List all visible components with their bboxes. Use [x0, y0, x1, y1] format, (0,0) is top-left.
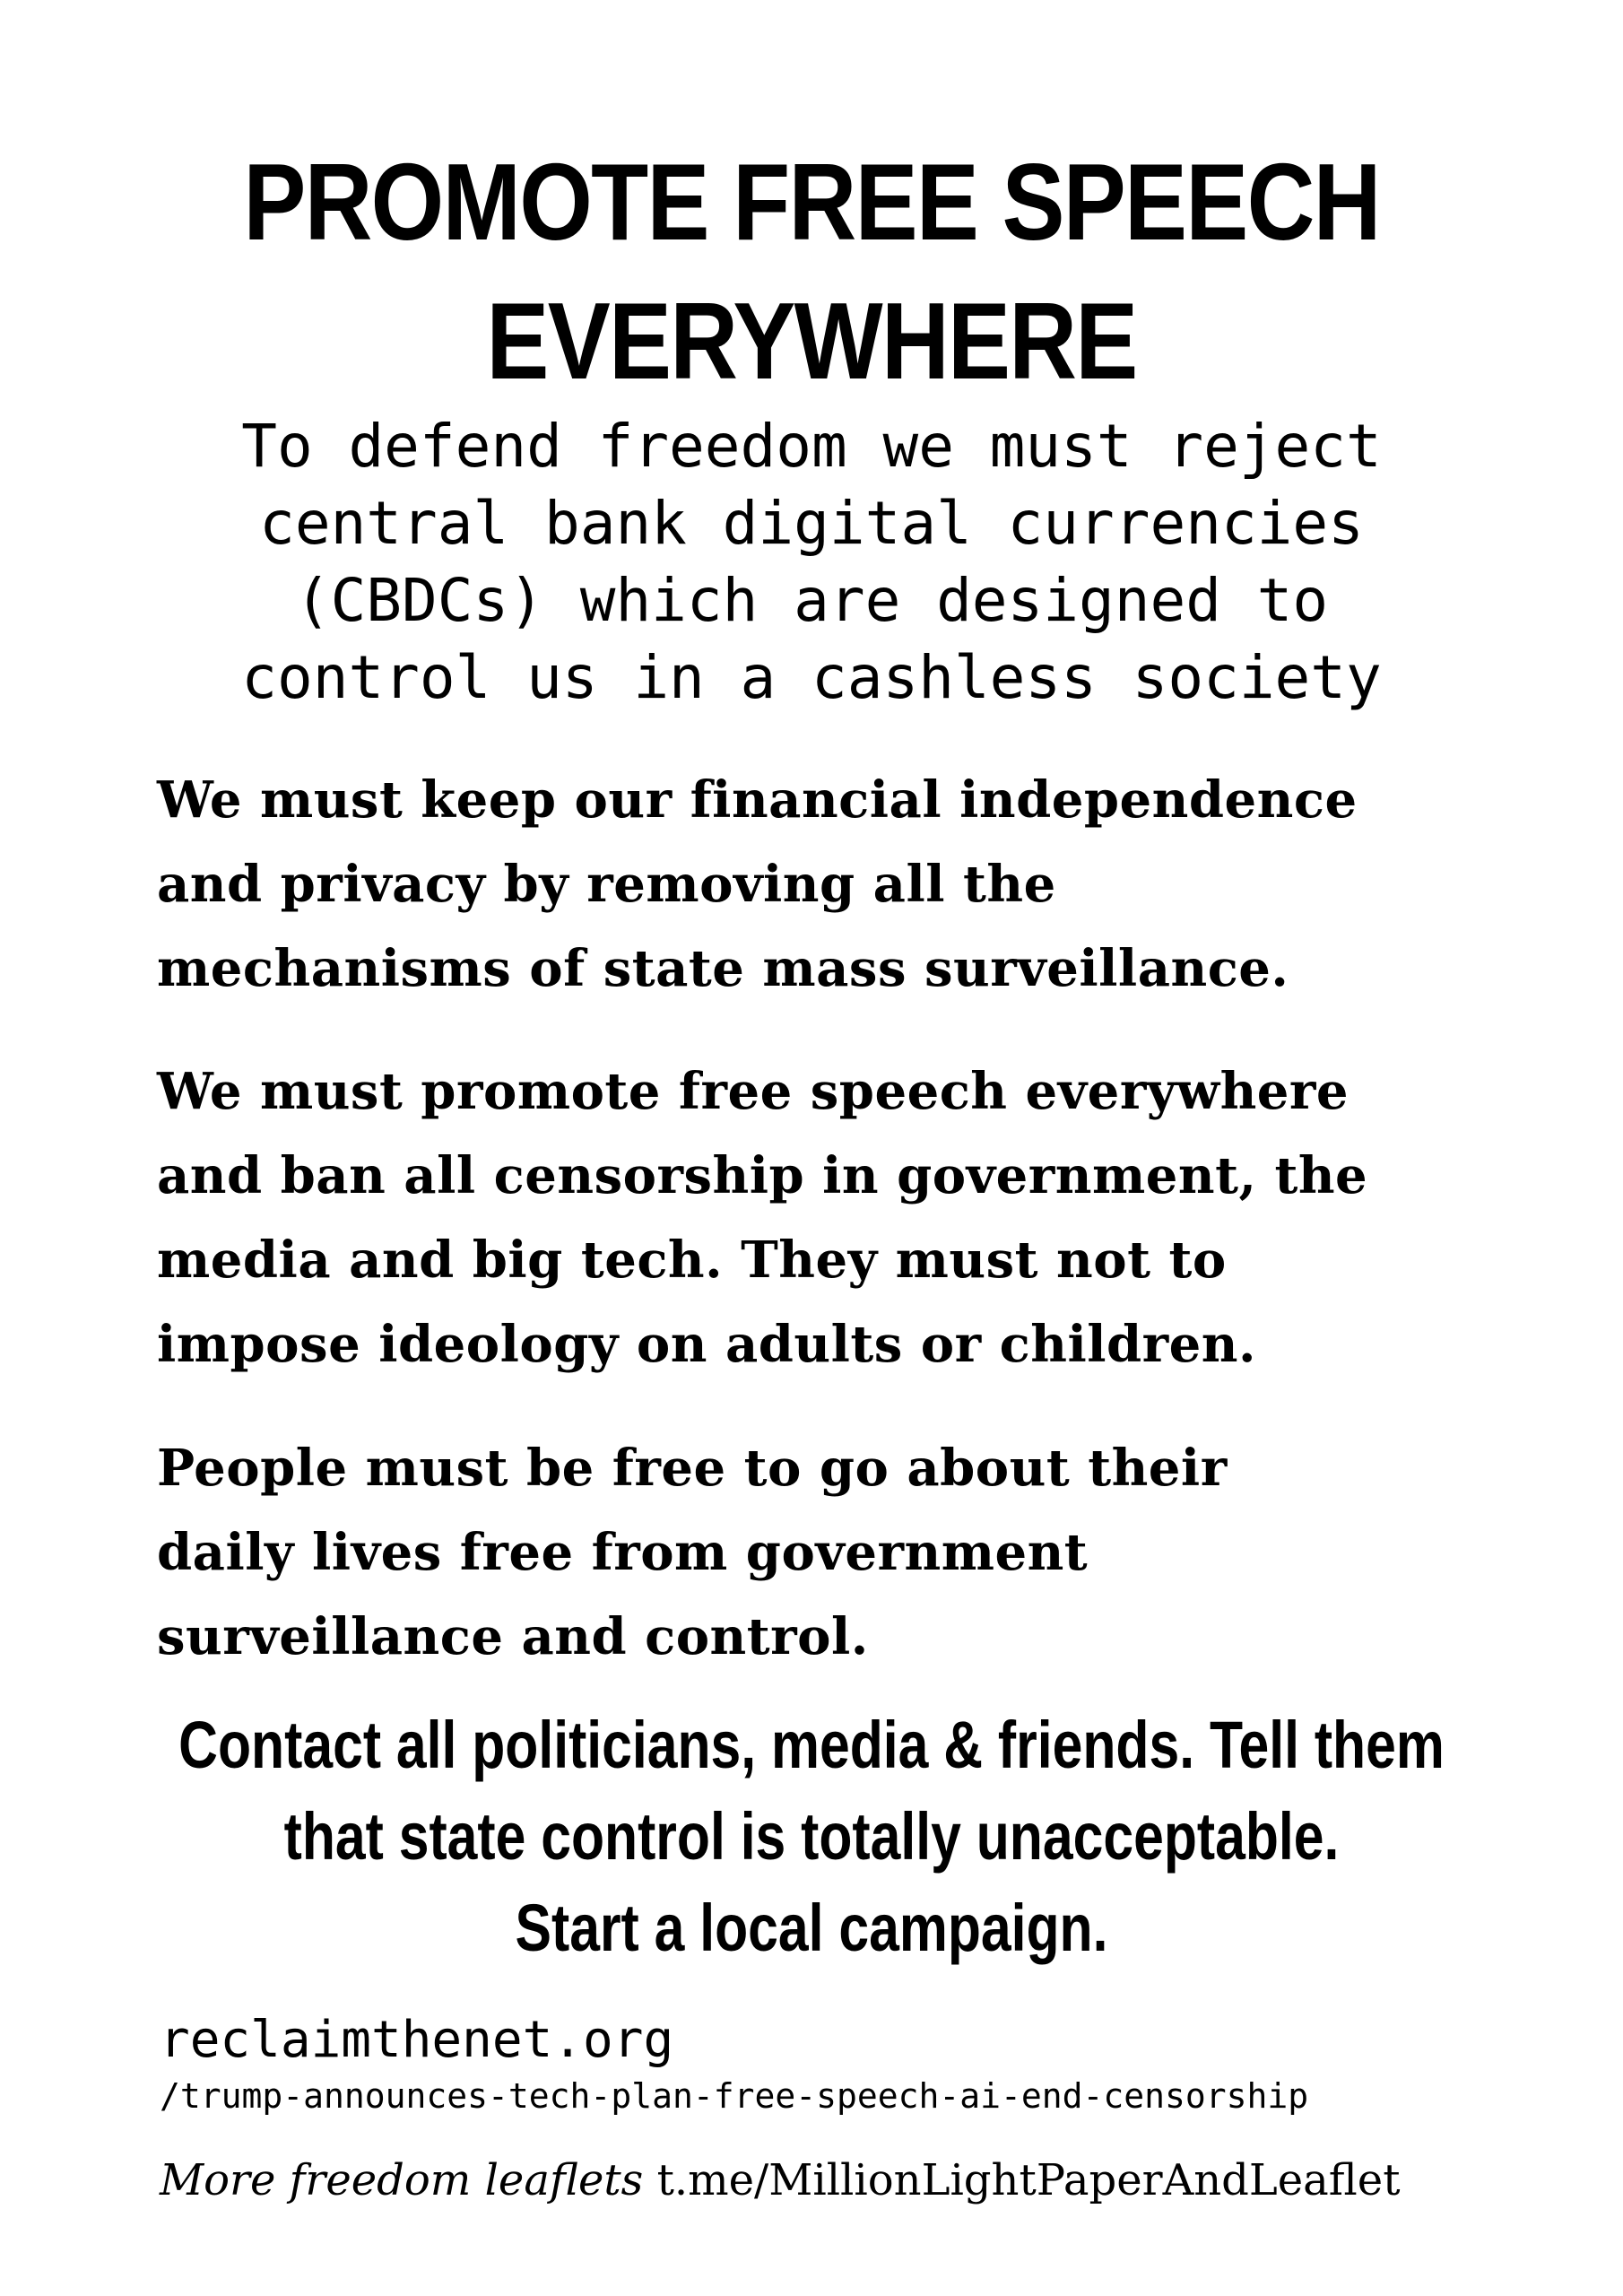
paragraph-line: and privacy by removing all the — [157, 855, 1056, 914]
headline-line-2: EVERYWHERE — [486, 280, 1137, 402]
paragraph-daily-lives — [157, 1426, 1502, 1679]
paragraph-line: surveillance and control. — [157, 1607, 869, 1666]
paragraph-line: and ban all censorship in government, the — [157, 1146, 1368, 1205]
paragraph-line: mechanisms of state mass surveillance. — [157, 939, 1289, 998]
footer-link: t.me/MillionLightPaperAndLeaflet — [656, 2155, 1401, 2205]
paragraph-line: We must promote free speech everywhere — [157, 1062, 1350, 1121]
call-to-action-line: Contact all politicians, media & friends. Tell them — [178, 1708, 1445, 1782]
footer-label: More freedom leaflets — [160, 2155, 644, 2205]
call-to-action-line: Start a local campaign. — [515, 1891, 1108, 1965]
intro-line: To defend freedom we must reject — [241, 412, 1382, 481]
intro-statement — [108, 408, 1515, 717]
source-path: /trump-announces-tech-plan-free-speech-ai-end-censorship — [160, 2076, 1309, 2116]
paragraph-financial-independence — [157, 758, 1502, 1011]
call-to-action — [146, 1700, 1477, 1974]
intro-line: central bank digital currencies — [259, 489, 1364, 558]
paragraph-line: impose ideology on adults or children. — [157, 1315, 1257, 1374]
paragraph-line: People must be free to go about their — [157, 1439, 1228, 1498]
footer-line — [160, 2149, 1400, 2212]
paragraph-free-speech — [157, 1049, 1502, 1387]
intro-line: (CBDCs) which are designed to — [294, 566, 1329, 635]
paragraph-line: We must keep our financial independence — [157, 770, 1358, 830]
source-domain: reclaimthenet.org — [160, 2011, 674, 2069]
intro-line: control us in a cashless society — [241, 643, 1382, 712]
paragraph-line: media and big tech. They must not to — [157, 1231, 1227, 1290]
paragraph-line: daily lives free from government — [157, 1523, 1089, 1582]
headline-line-1: PROMOTE FREE SPEECH — [243, 141, 1380, 263]
call-to-action-line: that state control is totally unacceptable. — [283, 1799, 1340, 1874]
